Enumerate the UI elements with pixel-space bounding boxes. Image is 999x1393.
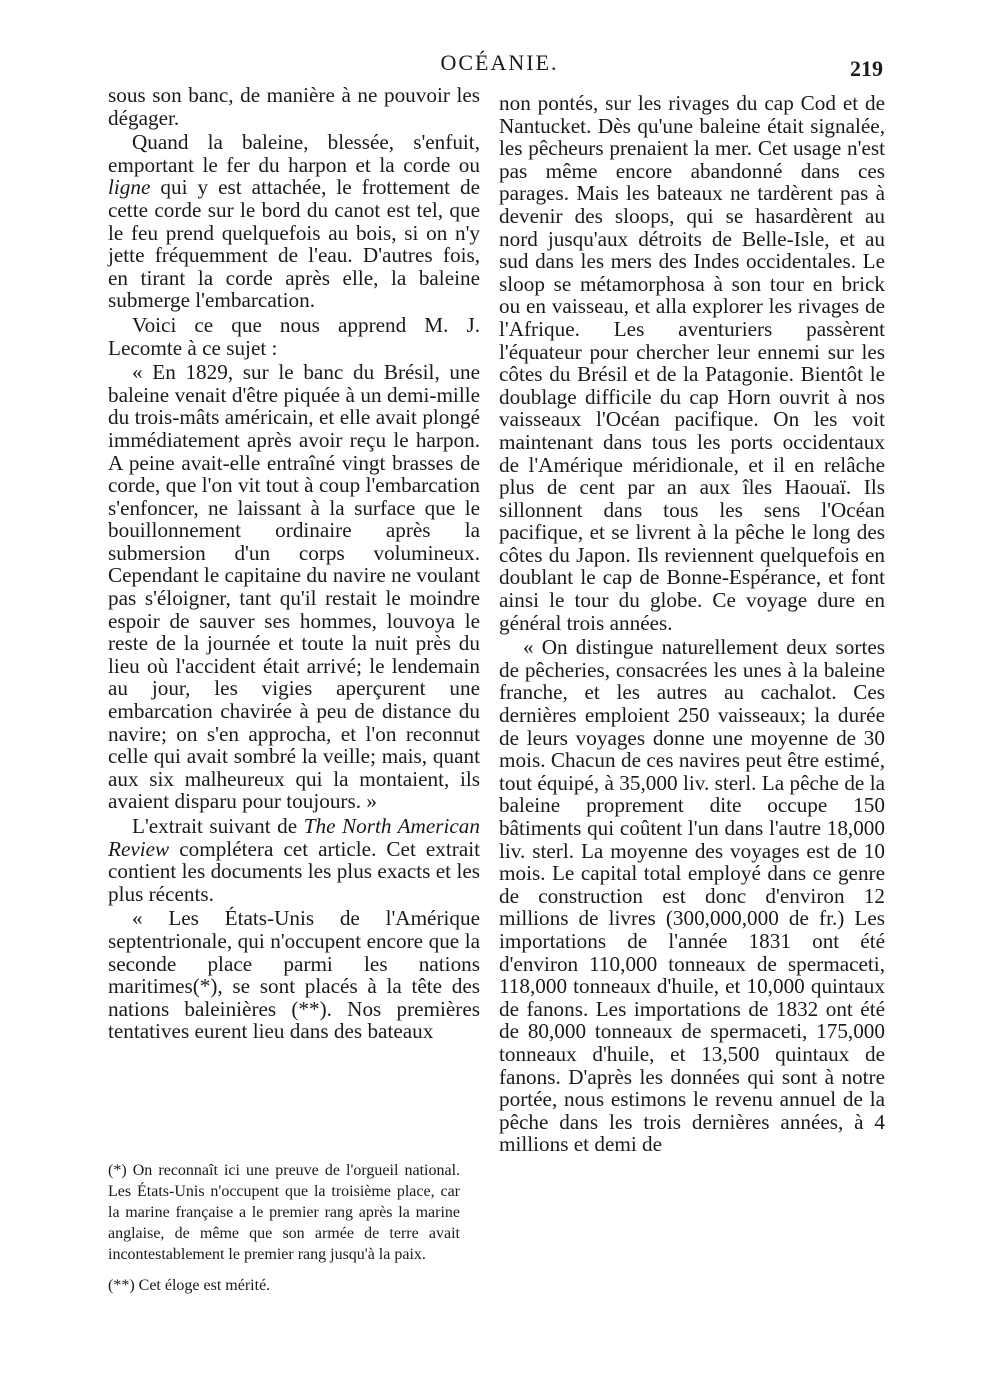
page-number: 219: [850, 56, 883, 81]
paragraph: [108, 131, 480, 312]
left-column: [108, 84, 480, 1043]
text-run: L'extrait suivant de: [132, 814, 304, 838]
paragraph: « Les États-Unis de l'Amérique septentrionale, qui n'occupent encore que la seconde place parmi les nations maritimes(*), se sont placés à la tête des nations baleinières (**). Nos premières tentatives eurent lieu dans des bateaux: [108, 906, 480, 1044]
paragraph: non pontés, sur les rivages du cap Cod et de Nantucket. Dès qu'une baleine était signalée, les pêcheurs prenaient la mer. Cet usage n'est pas même encore abandonné dans ces parages. Mais les bateaux ne tardèrent pas à devenir des sloops, qui se hasardèrent au nord jusqu'aux détroits de Belle-Isle, et au sud dans les mers des Indes occidentales. Le sloop se métamorphosa à son tour en brick ou en vaisseau, et alla explorer les rivages de l'Afrique. Les aventuriers passèrent l'équateur pour chercher leur ennemi sur les côtes du Brésil et de la Patagonie. Bientôt le doublage difficile du cap Horn ouvrit à nos vaisseaux l'Océan pacifique. On les voit maintenant dans tous les ports occidentaux de l'Amérique méridionale, et il en relâche plus de cent par an aux îles Haouaï. Ils sillonnent dans tous les sens l'Océan pacifique, et se livrent à la pêche le long des côtes du Japon. Ils reviennent quelquefois en doublant le cap de Bonne-Espérance, et font ainsi le tour du globe. Ce voyage dure en général trois années.: [499, 91, 885, 635]
paragraph: « On distingue naturellement deux sortes de pêcheries, consacrées les unes à la baleine franche, et les autres au cachalot. Ces dernières emploient 250 vaisseaux; la durée de leurs voyages donne une moyenne de 30 mois. Chacun de ces navires peut être estimé, tout équipé, à 35,000 liv. sterl. La pêche de la baleine proprement dite occupe 150 bâtiments qui coûtent l'un dans l'autre 18,000 liv. sterl. La moyenne des voyages est de 10 mois. Le capital total employé dans ce genre de construction est donc d'environ 12 millions de livres (300,000,000 de fr.) Les importations de l'année 1831 ont été d'environ 110,000 tonneaux de spermaceti, 118,000 tonneaux d'huile, et 10,000 quintaux de fanons. Les importations de 1832 ont été de 80,000 tonneaux de spermaceti, 175,000 tonneaux d'huile, et 13,500 quintaux de fanons. D'après les données qui sont à notre portée, nous estimons le revenu annuel de la pêche dans les trois dernières années, à 4 millions et demi de: [499, 635, 885, 1157]
paragraph: Voici ce que nous apprend M. J. Lecomte à ce sujet :: [108, 312, 480, 360]
paragraph: sous son banc, de manière à ne pouvoir les dégager.: [108, 83, 480, 130]
footnote: [108, 1160, 460, 1265]
page-title: OCÉANIE.: [440, 50, 559, 75]
text-run: Quand la baleine, blessée, s'enfuit, emportant le fer du harpon et la corde ou: [108, 130, 480, 177]
text-run: complétera cet article. Cet extrait contient les documents les plus exacts et les plus récents.: [108, 836, 480, 906]
footnote-text: Cet éloge est mérité.: [138, 1277, 271, 1294]
footnote-marker: (**): [108, 1277, 135, 1294]
footnote: [108, 1275, 460, 1296]
italic-title: The North American Review: [108, 814, 480, 861]
right-column: [499, 92, 885, 1156]
footnotes: [108, 1160, 460, 1306]
footnote-marker: (*): [108, 1162, 127, 1179]
italic-term: ligne: [108, 175, 151, 200]
footnote-text: On reconnaît ici une preuve de l'orgueil national. Les États-Unis n'occupent que la troisième place, car la marine française a le premier rang après la marine anglaise, de même que son armée de terre avait incontestablement le premier rang jusqu'à la paix.: [108, 1162, 461, 1263]
paragraph: « En 1829, sur le banc du Brésil, une baleine venait d'être piquée à un demi-mille du trois-mâts américain, et elle avait plongé immédiatement après avoir reçu le harpon. A peine avait-elle entraîné vingt brasses de corde, que l'on vit tout à coup l'embarcation s'enfoncer, ne laissant à la surface que le bouillonnement ordinaire après la submersion d'un corps volumineux. Cependant le capitaine du navire ne voulant pas s'éloigner, tant qu'il restait le moindre espoir de sauver ses hommes, louvoya le reste de la journée et toute la nuit près du lieu où l'accident était arrivé; le lendemain au jour, les vigies aperçurent une embarcation chavirée à peu de distance du navire; on s'en approcha, et l'on reconnut celle qui avait sombré la veille; mais, quant aux six malheureux qui la montaient, ils avaient disparu pour toujours. »: [108, 360, 480, 814]
running-head: [0, 44, 999, 84]
text-run: qui y est attachée, le frottement de cette corde sur le bord du canot est tel, que le feu prend quelquefois au bois, si on n'y jette fréquemment de l'eau. D'autres fois, en tirant la corde après elle, la baleine submerge l'embarcation.: [108, 175, 480, 313]
paragraph: [108, 815, 480, 905]
